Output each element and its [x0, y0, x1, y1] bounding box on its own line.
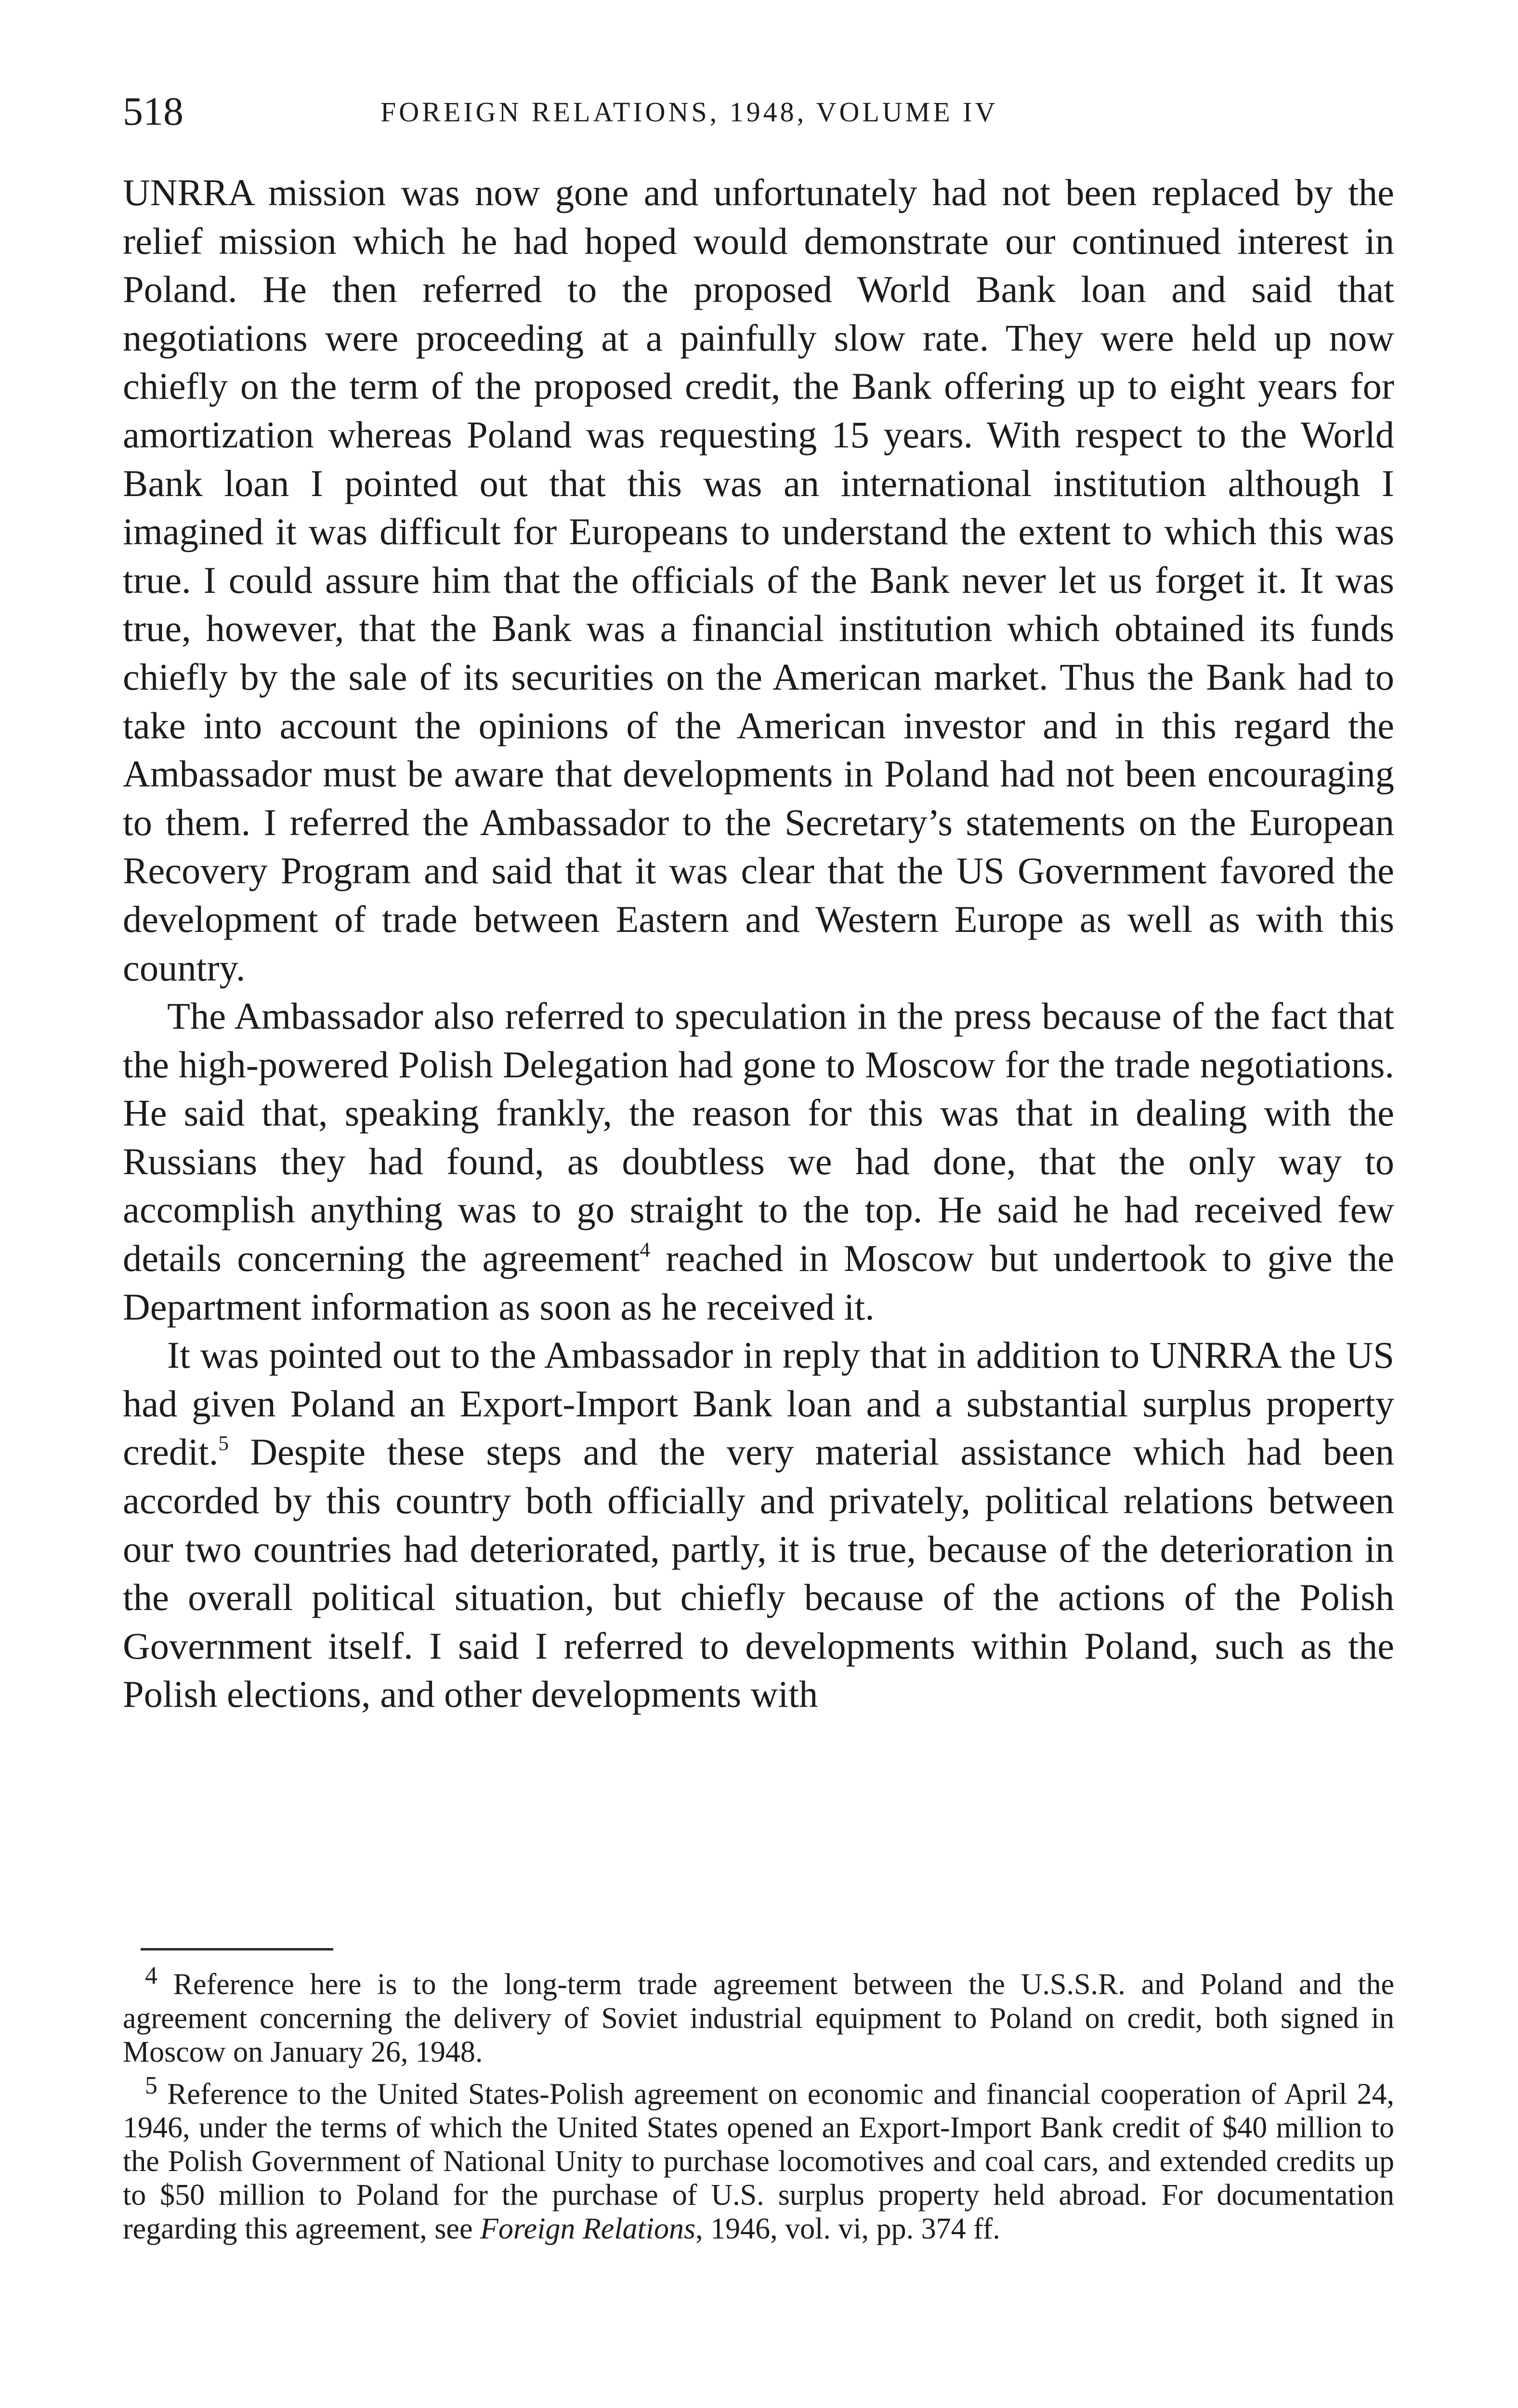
main-text: [123, 169, 1394, 1719]
paragraph-1: [123, 169, 1394, 992]
paragraph-3: [123, 1331, 1394, 1719]
running-head: FOREIGN RELATIONS, 1948, VOLUME IV: [380, 96, 998, 128]
footnote-4-marker: 4: [145, 1962, 157, 1989]
footnotes: [123, 1959, 1394, 2246]
paragraph-2-text-a: The Ambassador also referred to speculation in the press because of the fact that the high-powered Polish Delegation had gone to Moscow for the trade negotiations. He said that, speaking frankly, the reason for this was that in dealing with the Russians they had found, as doubtless we had done, that the only way to accomplish anything was to go straight to the top. He said he had received few details concerning the agreement: [123, 995, 1394, 1280]
paragraph-3-text-b: Despite these steps and the very material assistance which had been accorded by this country both officially and privately, political relations between our two countries had deteriorated, partly, it is true, because of the deterioration in the overall political situation, but chiefly because of the actions of the Polish Government itself. I said I referred to developments within Poland, such as the Polish elections, and other developments with: [123, 1431, 1394, 1715]
footnote-5-title: Foreign Relations: [480, 2212, 696, 2246]
footnote-ref-4: 4: [640, 1238, 651, 1261]
footnote-ref-5: 5: [218, 1432, 229, 1455]
page-header: [123, 77, 1394, 140]
paragraph-2: [123, 992, 1394, 1331]
footnote-5-text-a: Reference to the United States-Polish agreement on economic and financial cooperation of April 24, 1946, under the terms of which the United States opened an Export-Import Bank credit of $40 million to the Polish Government of National Unity to purchase locomotives and coal cars, and extended credits up to $50 million to Poland for the purchase of U.S. surplus property held abroad. For documentation regarding this agreement, see: [123, 2078, 1394, 2246]
paragraph-1-text: UNRRA mission was now gone and unfortunately had not been replaced by the relief mission which he had hoped would demonstrate our continued interest in Poland. He then referred to the proposed World Bank loan and said that negotiations were proceeding at a painfully slow rate. They were held up now chiefly on the term of the proposed credit, the Bank offering up to eight years for amortization whereas Poland was requesting 15 years. With respect to the World Bank loan I pointed out that this was an international institution although I imagined it was difficult for Europeans to understand the extent to which this was true. I could assure him that the officials of the Bank never let us forget it. It was true, however, that the Bank was a financial institution which obtained its funds chiefly by the sale of its securities on the American market. Thus the Bank had to take into account the opinions of the American investor and in this regard the Ambassador must be aware that developments in Poland had not been encouraging to them. I referred the Ambassador to the Secretary’s statements on the European Recovery Program and said that it was clear that the US Government favored the development of trade between Eastern and Western Europe as well as with this country.: [123, 171, 1394, 989]
footnote-5-text-b: , 1946, vol. vi, pp. 374 ff.: [695, 2212, 1000, 2246]
footnote-separator: [141, 1948, 333, 1950]
footnote-4: [123, 1959, 1394, 2069]
page-number: 518: [123, 89, 183, 134]
paragraph-2-text-b: reached in Moscow but undertook to give the Department information as soon as he received it.: [123, 1237, 1394, 1328]
footnote-4-text: Reference here is to the long-term trade agreement between the U.S.S.R. and Poland and the agreement concerning the delivery of Soviet industrial equipment to Poland on credit, both signed in Moscow on January 26, 1948.: [123, 1968, 1394, 2068]
footnote-5-marker: 5: [145, 2071, 157, 2099]
footnote-5: [123, 2069, 1394, 2246]
paragraph-3-text-a: It was pointed out to the Ambassador in reply that in addition to UNRRA the US had given Poland an Export-Import Bank loan and a substantial surplus property credit.: [123, 1334, 1394, 1473]
